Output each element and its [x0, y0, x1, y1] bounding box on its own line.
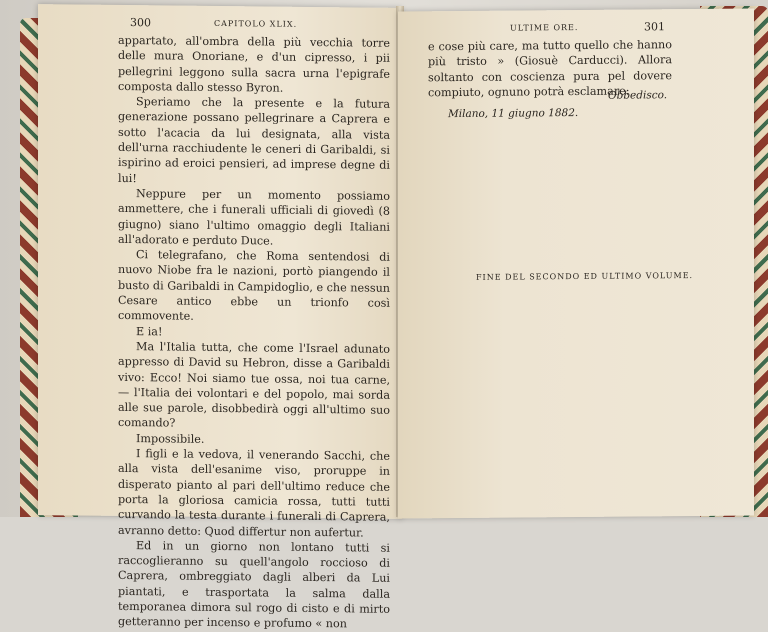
paragraph: Ma l'Italia tutta, che come l'Israel adunato appresso di David su Hebron, disse a Garibaldi vivo: Ecco! Noi siamo tue ossa, noi tua carne, — l'Italia dei volontari e del popolo, mai sorda alle sue parole, disobbedirà oggi all'ultimo suo comando? [118, 340, 390, 430]
paragraph: Ed in un giorno non lontano tutti si raccoglieranno su quell'angolo roccioso di Caprera, ombreggiato dagli alberi da Lui piantati, e trasportata la salma dalla temporanea dimora sul rogo di cisto e di mirto getteranno per incenso e profumo « non [118, 538, 390, 631]
right-page-number: 301 [644, 20, 665, 34]
paragraph: Neppure per un momento possiamo ammettere, che i funerali ufficiali di giovedì (8 giugno) siano l'ultimo omaggio degli Italiani all'adorato e perduto Duce. [118, 187, 390, 248]
date-line: Milano, 11 giugno 1882. [448, 106, 579, 121]
paragraph: appartato, all'ombra della più vecchia torre delle mura Onoriane, e d'un cipresso, i pii pellegrini leggono sulla sacra urna l'epigrafe composta dallo stesso Byron. [118, 33, 390, 95]
right-running-head: ULTIME ORE. [510, 22, 579, 33]
left-page-number: 300 [130, 16, 151, 30]
paragraph: Ci telegrafano, che Roma sentendosi di nuovo Niobe fra le nazioni, portò piangendo il busto di Garibaldi in Campidoglio, e che nessun Cesare antico ebbe un trionfo così commovente. [118, 248, 390, 324]
left-running-head: CAPITOLO XLIX. [214, 18, 298, 29]
paragraph: Impossibile. [136, 431, 205, 446]
signature-obbedisco: Obbedisco. [608, 89, 668, 102]
paragraph: e cose più care, ma tutto quello che hanno più tristo » (Giosuè Carducci). Allora soltanto con coscienza pura pel dovere compiuto, ognuno potrà esclamare: [428, 38, 672, 100]
end-of-volume-note: FINE DEL SECONDO ED ULTIMO VOLUME. [476, 270, 694, 282]
left-page [38, 4, 402, 631]
paragraph: E ia! [136, 324, 163, 339]
paragraph: Speriamo che la presente e la futura generazione possano pellegrinare a Caprera e sotto l'acacia da lui designata, alla vista dell'urna racchiudente le ceneri di Garibaldi, si ispirino ad eroici pensieri, ad imprese degne di lui! [118, 95, 390, 185]
left-page-text [118, 33, 390, 632]
right-page [398, 8, 754, 518]
paragraph: I figli e la vedova, il venerando Sacchi, che alla vista dell'esanime viso, proruppe in disperato pianto al pari dell'ultimo reduce che porta la gloriosa camicia rossa, tutti tutti curvando la testa durante i funerali di Caprera, avranno detto: Quod differtur non aufertur. [118, 447, 390, 540]
